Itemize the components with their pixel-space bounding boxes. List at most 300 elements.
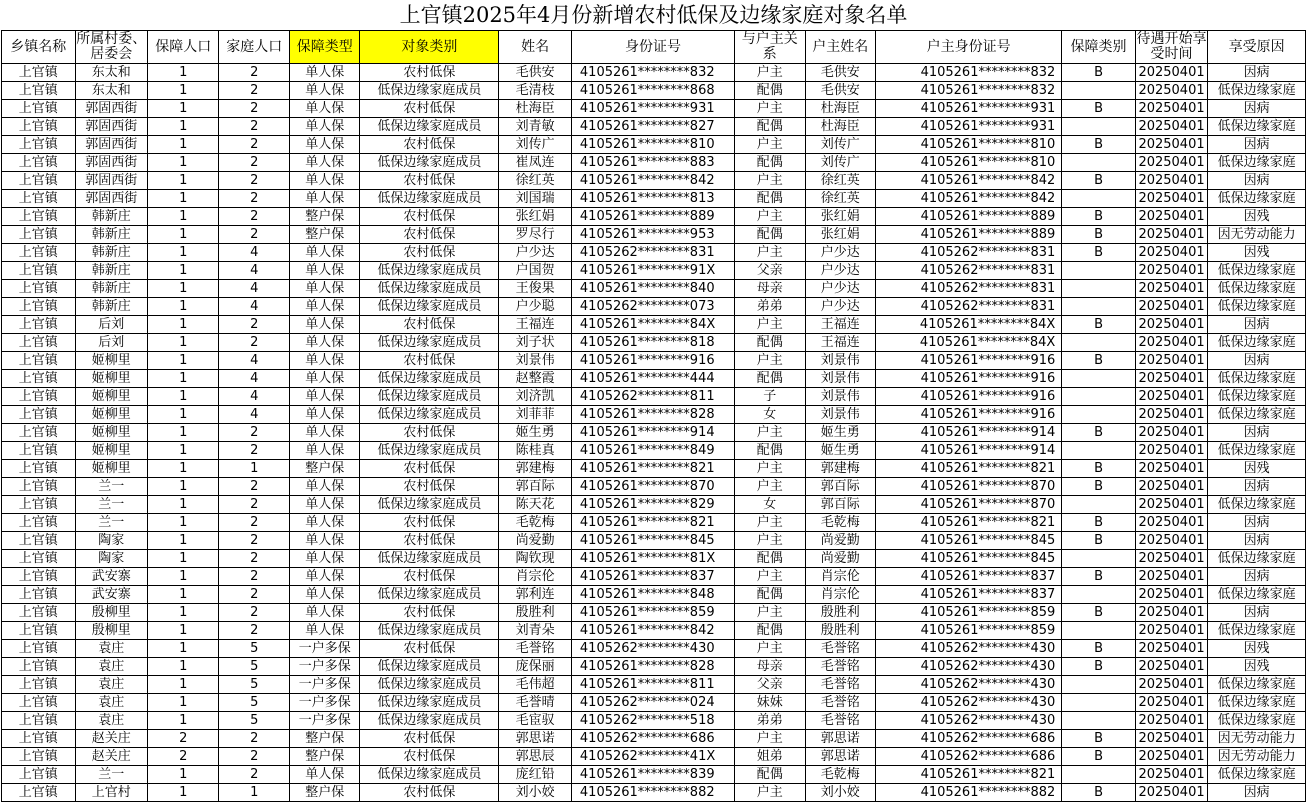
cell-household-size: 4 (219, 388, 289, 406)
cell-grade: B (1062, 478, 1136, 496)
cell-name: 陈天花 (499, 496, 572, 514)
cell-beneficiary-category: 农村低保 (360, 64, 499, 82)
col-header-covered-count: 保障人口 (148, 31, 219, 64)
cell-head-name: 毛供安 (805, 82, 875, 100)
cell-name: 毛乾梅 (499, 514, 572, 532)
cell-grade (1062, 766, 1136, 784)
cell-start-date: 20250401 (1135, 442, 1208, 460)
table-row (2, 748, 1306, 766)
cell-reason: 因病 (1208, 424, 1306, 442)
cell-reason: 因病 (1208, 316, 1306, 334)
cell-town: 上官镇 (2, 586, 76, 604)
col-header-reason: 享受原因 (1208, 31, 1306, 64)
cell-relation: 父亲 (735, 676, 805, 694)
cell-start-date: 20250401 (1135, 316, 1208, 334)
cell-grade (1062, 262, 1136, 280)
cell-coverage-type: 单人保 (289, 586, 359, 604)
cell-village: 郭固西街 (75, 190, 148, 208)
cell-coverage-type: 整户保 (289, 784, 359, 802)
cell-name: 刘景伟 (499, 352, 572, 370)
cell-beneficiary-category: 低保边缘家庭成员 (360, 766, 499, 784)
cell-coverage-type: 单人保 (289, 532, 359, 550)
cell-coverage-type: 单人保 (289, 154, 359, 172)
cell-beneficiary-category: 低保边缘家庭成员 (360, 550, 499, 568)
cell-household-size: 2 (219, 226, 289, 244)
cell-start-date: 20250401 (1135, 388, 1208, 406)
cell-start-date: 20250401 (1135, 478, 1208, 496)
cell-coverage-type: 单人保 (289, 406, 359, 424)
cell-start-date: 20250401 (1135, 172, 1208, 190)
cell-relation: 配偶 (735, 154, 805, 172)
cell-reason: 因病 (1208, 568, 1306, 586)
cell-name: 郭利连 (499, 586, 572, 604)
table-row (2, 154, 1306, 172)
cell-village: 兰一 (75, 478, 148, 496)
table-row (2, 730, 1306, 748)
cell-beneficiary-category: 低保边缘家庭成员 (360, 82, 499, 100)
cell-head-name: 郭思诺 (805, 730, 875, 748)
cell-name: 郭百际 (499, 478, 572, 496)
cell-head-name: 徐红英 (805, 172, 875, 190)
cell-village: 后刘 (75, 316, 148, 334)
table-row (2, 280, 1306, 298)
cell-start-date: 20250401 (1135, 352, 1208, 370)
cell-grade (1062, 118, 1136, 136)
cell-covered-count: 1 (148, 64, 219, 82)
cell-reason: 低保边缘家庭 (1208, 766, 1306, 784)
cell-beneficiary-category: 低保边缘家庭成员 (360, 496, 499, 514)
cell-id-number: 4105262********024 (571, 694, 734, 712)
cell-village: 兰一 (75, 514, 148, 532)
cell-village: 东太和 (75, 64, 148, 82)
table-row (2, 622, 1306, 640)
cell-coverage-type: 单人保 (289, 442, 359, 460)
cell-relation: 户主 (735, 604, 805, 622)
cell-head-name: 郭百际 (805, 496, 875, 514)
cell-id-number: 4105261********821 (571, 514, 734, 532)
cell-covered-count: 1 (148, 766, 219, 784)
cell-head-id: 4105261********914 (876, 442, 1062, 460)
cell-coverage-type: 单人保 (289, 478, 359, 496)
table-row (2, 478, 1306, 496)
cell-covered-count: 1 (148, 316, 219, 334)
cell-town: 上官镇 (2, 658, 76, 676)
cell-head-name: 刘传广 (805, 136, 875, 154)
cell-head-id: 4105262********430 (876, 658, 1062, 676)
cell-start-date: 20250401 (1135, 190, 1208, 208)
cell-head-name: 肖宗伦 (805, 568, 875, 586)
cell-start-date: 20250401 (1135, 64, 1208, 82)
cell-town: 上官镇 (2, 478, 76, 496)
col-header-grade: 保障类别 (1062, 31, 1136, 64)
cell-town: 上官镇 (2, 568, 76, 586)
cell-household-size: 4 (219, 298, 289, 316)
cell-grade (1062, 694, 1136, 712)
cell-grade: B (1062, 640, 1136, 658)
cell-head-name: 毛誉铭 (805, 694, 875, 712)
table-row (2, 658, 1306, 676)
cell-covered-count: 1 (148, 82, 219, 100)
cell-grade: B (1062, 172, 1136, 190)
cell-head-id: 4105261********84X (876, 334, 1062, 352)
cell-beneficiary-category: 农村低保 (360, 244, 499, 262)
cell-start-date: 20250401 (1135, 406, 1208, 424)
cell-grade (1062, 298, 1136, 316)
cell-id-number: 4105261********821 (571, 460, 734, 478)
cell-coverage-type: 单人保 (289, 514, 359, 532)
cell-coverage-type: 单人保 (289, 568, 359, 586)
col-header-household-size: 家庭人口 (219, 31, 289, 64)
cell-coverage-type: 单人保 (289, 262, 359, 280)
cell-village: 殷柳里 (75, 604, 148, 622)
cell-grade: B (1062, 352, 1136, 370)
cell-beneficiary-category: 低保边缘家庭成员 (360, 658, 499, 676)
cell-start-date: 20250401 (1135, 568, 1208, 586)
cell-reason: 因病 (1208, 352, 1306, 370)
cell-id-number: 4105261********828 (571, 658, 734, 676)
cell-head-id: 4105261********882 (876, 784, 1062, 802)
cell-id-number: 4105262********073 (571, 298, 734, 316)
cell-beneficiary-category: 低保边缘家庭成员 (360, 118, 499, 136)
cell-start-date: 20250401 (1135, 82, 1208, 100)
cell-town: 上官镇 (2, 694, 76, 712)
cell-head-id: 4105261********845 (876, 550, 1062, 568)
col-header-id-number: 身份证号 (571, 31, 734, 64)
cell-coverage-type: 一户多保 (289, 640, 359, 658)
cell-town: 上官镇 (2, 496, 76, 514)
cell-name: 崔凤连 (499, 154, 572, 172)
cell-reason: 因病 (1208, 64, 1306, 82)
cell-coverage-type: 整户保 (289, 208, 359, 226)
cell-head-id: 4105261********810 (876, 154, 1062, 172)
cell-covered-count: 1 (148, 280, 219, 298)
cell-coverage-type: 整户保 (289, 748, 359, 766)
cell-start-date: 20250401 (1135, 586, 1208, 604)
col-header-coverage-type: 保障类型 (289, 31, 359, 64)
cell-relation: 户主 (735, 244, 805, 262)
cell-village: 袁庄 (75, 640, 148, 658)
cell-relation: 配偶 (735, 82, 805, 100)
cell-name: 户国贺 (499, 262, 572, 280)
cell-town: 上官镇 (2, 226, 76, 244)
cell-household-size: 2 (219, 550, 289, 568)
cell-village: 袁庄 (75, 694, 148, 712)
cell-covered-count: 1 (148, 154, 219, 172)
cell-coverage-type: 单人保 (289, 280, 359, 298)
cell-start-date: 20250401 (1135, 676, 1208, 694)
cell-name: 刘小姣 (499, 784, 572, 802)
cell-beneficiary-category: 农村低保 (360, 784, 499, 802)
cell-coverage-type: 单人保 (289, 244, 359, 262)
cell-beneficiary-category: 农村低保 (360, 424, 499, 442)
cell-town: 上官镇 (2, 442, 76, 460)
cell-start-date: 20250401 (1135, 550, 1208, 568)
cell-beneficiary-category: 农村低保 (360, 478, 499, 496)
cell-head-name: 尚爱勤 (805, 532, 875, 550)
cell-name: 陶钦现 (499, 550, 572, 568)
cell-relation: 户主 (735, 532, 805, 550)
cell-start-date: 20250401 (1135, 262, 1208, 280)
cell-coverage-type: 一户多保 (289, 694, 359, 712)
cell-relation: 配偶 (735, 334, 805, 352)
cell-grade (1062, 496, 1136, 514)
cell-head-id: 4105262********686 (876, 748, 1062, 766)
cell-id-number: 4105261********827 (571, 118, 734, 136)
table-row (2, 676, 1306, 694)
table-row (2, 370, 1306, 388)
cell-town: 上官镇 (2, 82, 76, 100)
cell-household-size: 4 (219, 244, 289, 262)
cell-grade (1062, 406, 1136, 424)
cell-covered-count: 1 (148, 478, 219, 496)
cell-name: 毛誉晴 (499, 694, 572, 712)
cell-head-id: 4105261********821 (876, 766, 1062, 784)
cell-household-size: 2 (219, 190, 289, 208)
table-row (2, 784, 1306, 802)
table-row (2, 514, 1306, 532)
cell-household-size: 2 (219, 748, 289, 766)
cell-village: 韩新庄 (75, 226, 148, 244)
cell-head-name: 杜海臣 (805, 118, 875, 136)
cell-start-date: 20250401 (1135, 730, 1208, 748)
cell-beneficiary-category: 低保边缘家庭成员 (360, 694, 499, 712)
table-row (2, 172, 1306, 190)
cell-name: 户少达 (499, 244, 572, 262)
cell-beneficiary-category: 低保边缘家庭成员 (360, 622, 499, 640)
cell-head-id: 4105261********889 (876, 226, 1062, 244)
cell-village: 郭固西街 (75, 172, 148, 190)
cell-covered-count: 1 (148, 208, 219, 226)
cell-head-id: 4105261********821 (876, 460, 1062, 478)
table-row (2, 226, 1306, 244)
cell-town: 上官镇 (2, 298, 76, 316)
cell-start-date: 20250401 (1135, 298, 1208, 316)
cell-grade (1062, 586, 1136, 604)
cell-start-date: 20250401 (1135, 118, 1208, 136)
cell-head-id: 4105261********832 (876, 82, 1062, 100)
cell-beneficiary-category: 农村低保 (360, 136, 499, 154)
cell-head-name: 姬生勇 (805, 442, 875, 460)
cell-reason: 低保边缘家庭 (1208, 370, 1306, 388)
cell-household-size: 2 (219, 496, 289, 514)
cell-id-number: 4105261********842 (571, 622, 734, 640)
cell-name: 杜海臣 (499, 100, 572, 118)
table-row (2, 190, 1306, 208)
cell-beneficiary-category: 低保边缘家庭成员 (360, 712, 499, 730)
cell-id-number: 4105261********813 (571, 190, 734, 208)
cell-grade (1062, 154, 1136, 172)
cell-reason: 低保边缘家庭 (1208, 694, 1306, 712)
cell-start-date: 20250401 (1135, 658, 1208, 676)
cell-covered-count: 1 (148, 604, 219, 622)
cell-village: 兰一 (75, 496, 148, 514)
table-row (2, 244, 1306, 262)
cell-relation: 配偶 (735, 766, 805, 784)
cell-relation: 配偶 (735, 370, 805, 388)
cell-village: 赵关庄 (75, 730, 148, 748)
cell-start-date: 20250401 (1135, 514, 1208, 532)
cell-head-id: 4105261********810 (876, 136, 1062, 154)
cell-beneficiary-category: 低保边缘家庭成员 (360, 262, 499, 280)
cell-name: 刘菲菲 (499, 406, 572, 424)
cell-reason: 低保边缘家庭 (1208, 406, 1306, 424)
cell-head-name: 户少达 (805, 298, 875, 316)
cell-grade: B (1062, 136, 1136, 154)
cell-beneficiary-category: 低保边缘家庭成员 (360, 298, 499, 316)
cell-covered-count: 1 (148, 784, 219, 802)
cell-village: 韩新庄 (75, 244, 148, 262)
cell-grade: B (1062, 730, 1136, 748)
cell-name: 毛誉铭 (499, 640, 572, 658)
cell-town: 上官镇 (2, 280, 76, 298)
cell-village: 郭固西街 (75, 136, 148, 154)
cell-start-date: 20250401 (1135, 622, 1208, 640)
cell-start-date: 20250401 (1135, 370, 1208, 388)
cell-beneficiary-category: 农村低保 (360, 100, 499, 118)
cell-grade (1062, 190, 1136, 208)
cell-reason: 因病 (1208, 514, 1306, 532)
cell-reason: 低保边缘家庭 (1208, 586, 1306, 604)
cell-household-size: 2 (219, 82, 289, 100)
table-row (2, 334, 1306, 352)
table-row (2, 100, 1306, 118)
cell-head-name: 郭思诺 (805, 748, 875, 766)
cell-beneficiary-category: 低保边缘家庭成员 (360, 442, 499, 460)
cell-town: 上官镇 (2, 640, 76, 658)
cell-covered-count: 1 (148, 424, 219, 442)
cell-coverage-type: 整户保 (289, 730, 359, 748)
col-header-head-name: 户主姓名 (805, 31, 875, 64)
cell-town: 上官镇 (2, 406, 76, 424)
cell-household-size: 2 (219, 64, 289, 82)
cell-name: 赵整霞 (499, 370, 572, 388)
cell-relation: 户主 (735, 478, 805, 496)
cell-head-name: 户少达 (805, 262, 875, 280)
cell-coverage-type: 单人保 (289, 118, 359, 136)
cell-household-size: 2 (219, 424, 289, 442)
cell-id-number: 4105262********518 (571, 712, 734, 730)
cell-relation: 女 (735, 406, 805, 424)
cell-head-name: 张红娟 (805, 208, 875, 226)
cell-grade: B (1062, 460, 1136, 478)
cell-covered-count: 1 (148, 370, 219, 388)
cell-head-name: 刘景伟 (805, 406, 875, 424)
cell-grade (1062, 280, 1136, 298)
cell-id-number: 4105261********832 (571, 64, 734, 82)
cell-household-size: 2 (219, 532, 289, 550)
cell-reason: 低保边缘家庭 (1208, 388, 1306, 406)
cell-beneficiary-category: 低保边缘家庭成员 (360, 334, 499, 352)
cell-relation: 弟弟 (735, 712, 805, 730)
cell-covered-count: 1 (148, 640, 219, 658)
cell-name: 毛供安 (499, 64, 572, 82)
cell-head-id: 4105261********889 (876, 208, 1062, 226)
cell-id-number: 4105261********882 (571, 784, 734, 802)
cell-head-id: 4105261********837 (876, 586, 1062, 604)
cell-head-name: 尚爱勤 (805, 550, 875, 568)
cell-grade (1062, 622, 1136, 640)
cell-coverage-type: 单人保 (289, 100, 359, 118)
table-row (2, 712, 1306, 730)
cell-covered-count: 1 (148, 694, 219, 712)
cell-beneficiary-category: 农村低保 (360, 604, 499, 622)
cell-beneficiary-category: 农村低保 (360, 730, 499, 748)
cell-coverage-type: 单人保 (289, 298, 359, 316)
table-row (2, 766, 1306, 784)
cell-start-date: 20250401 (1135, 784, 1208, 802)
table-row (2, 406, 1306, 424)
cell-grade (1062, 388, 1136, 406)
cell-head-name: 毛誉铭 (805, 640, 875, 658)
cell-grade: B (1062, 604, 1136, 622)
cell-coverage-type: 单人保 (289, 316, 359, 334)
cell-id-number: 4105261********444 (571, 370, 734, 388)
cell-town: 上官镇 (2, 244, 76, 262)
cell-id-number: 4105262********811 (571, 388, 734, 406)
cell-name: 郭思辰 (499, 748, 572, 766)
cell-household-size: 5 (219, 640, 289, 658)
cell-head-name: 刘传广 (805, 154, 875, 172)
cell-head-name: 户少达 (805, 280, 875, 298)
cell-head-id: 4105262********831 (876, 298, 1062, 316)
cell-reason: 低保边缘家庭 (1208, 550, 1306, 568)
table-row (2, 118, 1306, 136)
cell-household-size: 2 (219, 568, 289, 586)
cell-id-number: 4105261********810 (571, 136, 734, 154)
cell-reason: 因残 (1208, 640, 1306, 658)
cell-reason: 因病 (1208, 100, 1306, 118)
cell-coverage-type: 单人保 (289, 370, 359, 388)
cell-head-name: 毛誉铭 (805, 712, 875, 730)
cell-village: 郭固西街 (75, 100, 148, 118)
cell-covered-count: 1 (148, 100, 219, 118)
cell-grade (1062, 712, 1136, 730)
cell-village: 姬柳里 (75, 424, 148, 442)
cell-covered-count: 1 (148, 712, 219, 730)
cell-household-size: 2 (219, 136, 289, 154)
cell-head-id: 4105261********842 (876, 190, 1062, 208)
cell-reason: 因病 (1208, 604, 1306, 622)
table-row (2, 586, 1306, 604)
cell-reason: 因残 (1208, 244, 1306, 262)
cell-village: 袁庄 (75, 676, 148, 694)
cell-reason: 低保边缘家庭 (1208, 298, 1306, 316)
cell-household-size: 2 (219, 730, 289, 748)
cell-id-number: 4105262********831 (571, 244, 734, 262)
cell-grade: B (1062, 100, 1136, 118)
cell-town: 上官镇 (2, 154, 76, 172)
cell-reason: 因残 (1208, 208, 1306, 226)
cell-head-id: 4105261********916 (876, 352, 1062, 370)
cell-relation: 妹妹 (735, 694, 805, 712)
table-row (2, 460, 1306, 478)
cell-head-id: 4105261********842 (876, 172, 1062, 190)
col-header-town: 乡镇名称 (2, 31, 76, 64)
cell-name: 庞保丽 (499, 658, 572, 676)
cell-name: 刘济凯 (499, 388, 572, 406)
cell-head-name: 张红娟 (805, 226, 875, 244)
cell-head-id: 4105261********931 (876, 118, 1062, 136)
cell-name: 张红娟 (499, 208, 572, 226)
cell-town: 上官镇 (2, 766, 76, 784)
cell-covered-count: 1 (148, 442, 219, 460)
cell-relation: 户主 (735, 568, 805, 586)
cell-name: 刘青朵 (499, 622, 572, 640)
cell-covered-count: 1 (148, 352, 219, 370)
cell-reason: 因病 (1208, 136, 1306, 154)
cell-head-id: 4105261********821 (876, 514, 1062, 532)
cell-relation: 配偶 (735, 226, 805, 244)
